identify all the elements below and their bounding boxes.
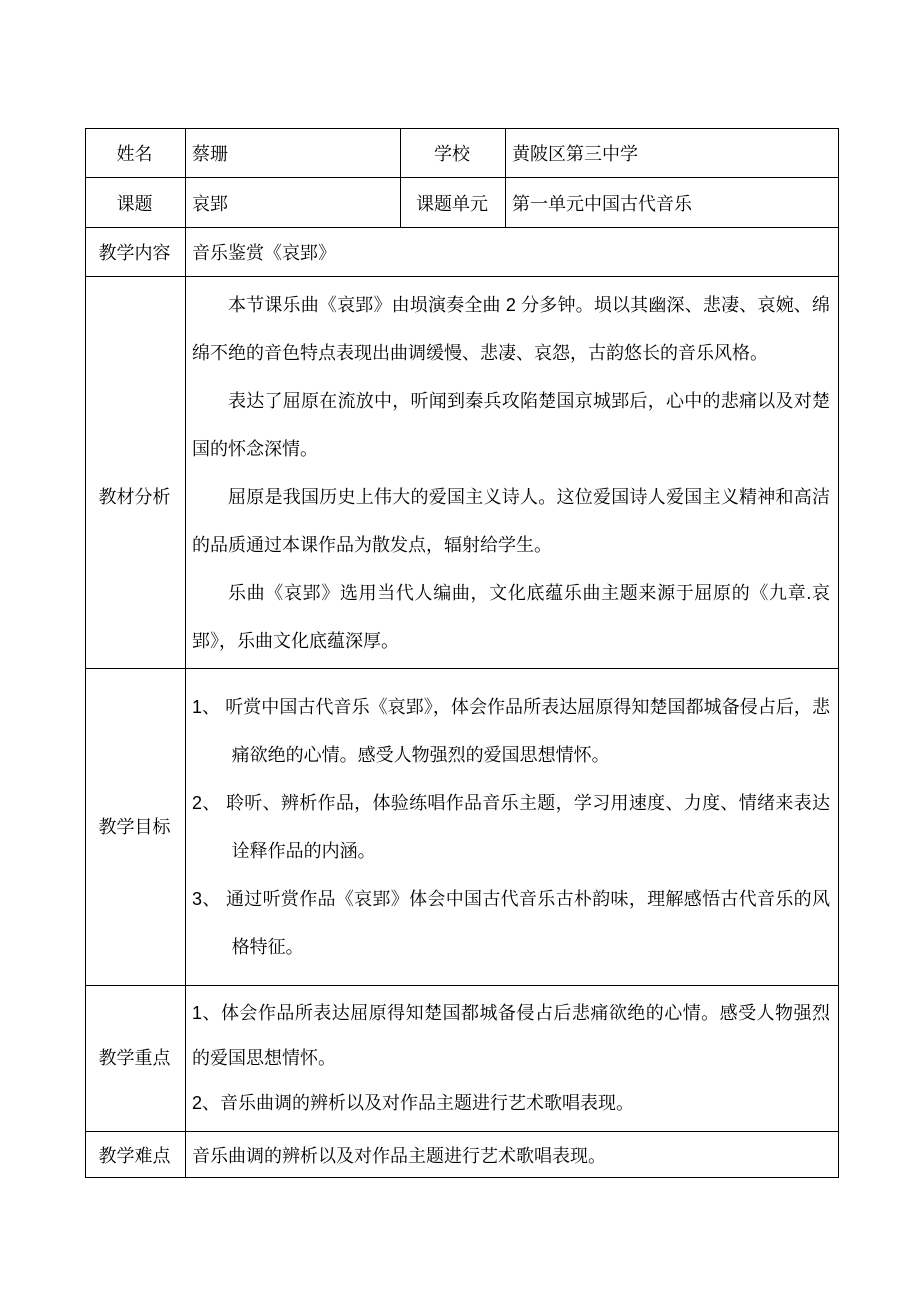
analysis-paragraph: 屈原是我国历史上伟大的爱国主义诗人。这位爱国诗人爱国主义精神和高洁的品质通过本课作品为散发点，辐射给学生。 <box>192 486 830 555</box>
school-value-cell <box>506 129 839 178</box>
teaching-objectives-content-cell <box>186 669 839 986</box>
topic-value-cell <box>186 178 401 228</box>
school-value: 黄陂区第三中学 <box>512 144 638 164</box>
objective-number: 1、 <box>192 697 221 717</box>
analysis-paragraph: 表达了屈原在流放中，听闻到秦兵攻陷楚国京城郢后，心中的悲痛以及对楚国的怀念深情。 <box>192 390 830 459</box>
objective-text: 通过听赏作品《哀郢》体会中国古代音乐古朴韵味，理解感悟古代音乐的风格特征。 <box>225 889 830 957</box>
objective-number: 3、 <box>192 889 221 909</box>
name-label: 姓名 <box>116 144 153 164</box>
objective-text: 聆听、辨析作品，体验练唱作品音乐主题，学习用速度、力度、情绪来表达诠释作品的内涵。 <box>225 793 830 861</box>
objective-text: 听赏中国古代音乐《哀郢》，体会作品所表达屈原得知楚国都城备侵占后，悲痛欲绝的心情。感受人物强烈的爱国思想情怀。 <box>225 697 830 765</box>
key-point-paragraph: 2、音乐曲调的辨析以及对作品主题进行艺术歌唱表现。 <box>192 1093 635 1113</box>
difficulties-label: 教学难点 <box>98 1145 171 1166</box>
objective-number: 2、 <box>192 793 221 813</box>
unit-label-cell <box>401 178 506 228</box>
key-points-content-cell <box>186 986 839 1132</box>
difficulties-value-cell <box>186 1132 839 1178</box>
row-topic-unit <box>86 178 839 228</box>
teaching-content-value: 音乐鉴赏《哀郢》 <box>192 243 336 263</box>
row-material-analysis <box>86 277 839 669</box>
row-name-school <box>86 129 839 178</box>
key-point-paragraph: 1、体会作品所表达屈原得知楚国都城备侵占后悲痛欲绝的心情。感受人物强烈的爱国思想情怀。 <box>192 1003 830 1068</box>
analysis-paragraph: 乐曲《哀郢》选用当代人编曲，文化底蕴乐曲主题来源于屈原的《九章.哀郢》，乐曲文化底蕴深厚。 <box>192 582 830 651</box>
name-value: 蔡珊 <box>192 144 228 164</box>
teaching-content-label: 教学内容 <box>98 243 171 263</box>
difficulties-label-cell <box>86 1132 186 1178</box>
topic-value: 哀郢 <box>192 193 228 214</box>
key-points-label: 教学重点 <box>98 1048 171 1068</box>
teaching-content-label-cell <box>86 228 186 277</box>
teaching-objectives-label: 教学目标 <box>98 817 171 837</box>
unit-label: 课题单元 <box>416 193 488 214</box>
objective-item <box>192 779 830 875</box>
key-points-label-cell <box>86 986 186 1132</box>
teaching-objectives-label-cell <box>86 669 186 986</box>
analysis-paragraph: 本节课乐曲《哀郢》由埙演奏全曲 2 分多钟。埙以其幽深、悲凄、哀婉、绵绵不绝的音色特点表现出曲调缓慢、悲凄、哀怨，古韵悠长的音乐风格。 <box>192 294 830 363</box>
name-label-cell <box>86 129 186 178</box>
material-analysis-label: 教材分析 <box>98 486 171 507</box>
teaching-content-value-cell <box>186 228 839 277</box>
unit-value: 第一单元中国古代音乐 <box>512 193 692 214</box>
lesson-plan-table <box>85 128 839 1178</box>
school-label-cell <box>401 129 506 178</box>
unit-value-cell <box>506 178 839 228</box>
topic-label-cell <box>86 178 186 228</box>
row-teaching-content <box>86 228 839 277</box>
row-key-points <box>86 986 839 1132</box>
row-teaching-objectives <box>86 669 839 986</box>
topic-label: 课题 <box>116 193 153 214</box>
objective-item <box>192 875 830 971</box>
difficulties-value: 音乐曲调的辨析以及对作品主题进行艺术歌唱表现。 <box>192 1145 606 1166</box>
name-value-cell <box>186 129 401 178</box>
school-label: 学校 <box>434 144 470 164</box>
material-analysis-content-cell <box>186 277 839 669</box>
objective-item <box>192 683 830 779</box>
row-difficulties <box>86 1132 839 1178</box>
material-analysis-label-cell <box>86 277 186 669</box>
